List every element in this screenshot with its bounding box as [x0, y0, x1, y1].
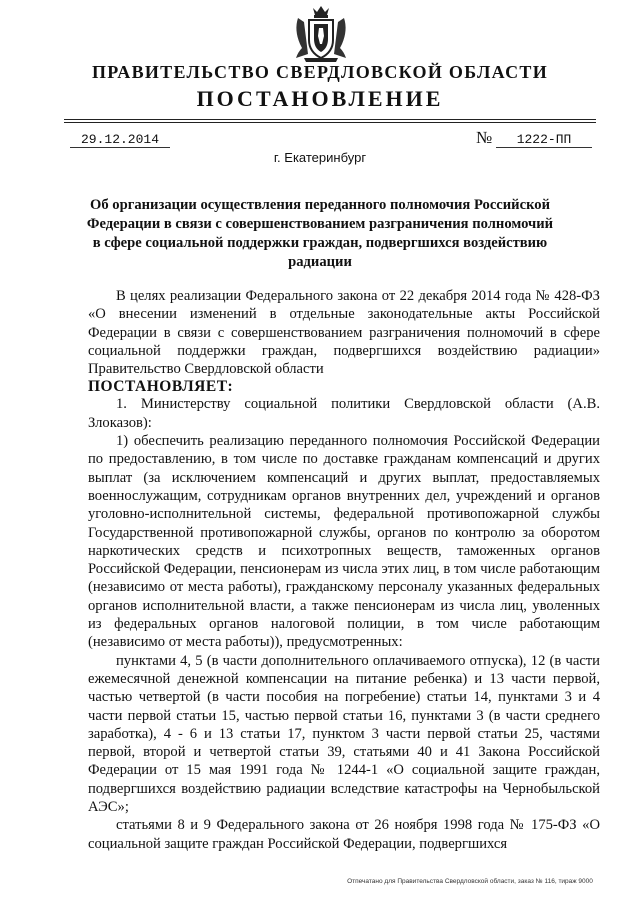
document-type: ПОСТАНОВЛЕНИЕ: [196, 86, 444, 111]
clause-1-1-paragraph: 1) обеспечить реализацию переданного полномочия Российской Федерации по предоставлению, в том числе по доставке гражданам компенсаций и других выплат (за исключением компенсаций и других выплат, предоставляемых военнослужащим, сотрудникам органов внутренних дел, учреждений и органов уголовно-исполнительной системы, федеральной противопожарной службы Государственной противопожарной службы, органов по контролю за оборотом наркотических средств и психотропных веществ, таможенных органов Российской Федерации, пенсионерам из числа этих лиц, в том числе работающим (независимо от места работы), гражданскому персоналу указанных федеральных органов исполнительной власти, а также пенсионерам из числа лиц, уволенных из федеральных органов налоговой полиции, в том числе работающим (независимо от места работы)), предусмотренных:: [88, 433, 600, 651]
document-number: 1222-ПП: [496, 132, 592, 148]
resolves-heading: ПОСТАНОВЛЯЕТ:: [88, 378, 234, 396]
clause-list-paragraph-2: статьями 8 и 9 Федерального закона от 26 ноября 1998 года № 175-ФЗ «О социальной защите граждан Российской Федерации, подвергшихся: [88, 817, 600, 852]
number-sign: №: [476, 128, 493, 147]
coat-of-arms-icon: [292, 4, 350, 64]
document-body: [88, 287, 600, 853]
clause-1-paragraph: 1. Министерству социальной политики Свердловской области (А.В. Злоказов):: [88, 396, 600, 431]
header-divider: [64, 119, 596, 120]
document-title: Об организации осуществления переданного полномочия Российской Федерации в связи с совершенствованием разграничения полномочий в сфере социальной поддержки граждан, подвергшихся воздействию радиации: [86, 197, 554, 270]
clause-list-paragraph: пунктами 4, 5 (в части дополнительного оплачиваемого отпуска), 12 (в части ежемесячной денежной компенсации на питание ребенка) и 13 части первой, частью четвертой (в части пособия на погребение) статьи 14, пунктами 3 и 4 части первой статьи 15, частью первой статьи 16, пунктами 3 (в части среднего заработка), 4 - 6 и 13 статьи 17, пунктом 3 части первой статьи 25, частями первой, второй и четвертой статьи 39, статьями 40 и 41 Закона Российской Федерации от 15 мая 1991 года № 1244-1 «О социальной защите граждан, подвергшихся воздействию радиации вследствие катастрофы на Чернобыльской АЭС»;: [88, 652, 600, 816]
organization-name: ПРАВИТЕЛЬСТВО СВЕРДЛОВСКОЙ ОБЛАСТИ: [91, 62, 548, 82]
preamble-paragraph: В целях реализации Федерального закона от 22 декабря 2014 года № 428-ФЗ «О внесении изменений в отдельные законодательные акты Российской Федерации в связи с совершенствованием разграничения полномочий в сфере социальной поддержки граждан, подвергшихся воздействию радиации» Правительство Свердловской области: [88, 288, 600, 378]
document-city: г. Екатеринбург: [273, 150, 367, 165]
header-divider-2: [64, 122, 596, 123]
document-date: 29.12.2014: [70, 132, 170, 148]
print-stamp: Отпечатано для Правительства Свердловской области, заказ № 116, тираж 9000: [347, 878, 593, 885]
